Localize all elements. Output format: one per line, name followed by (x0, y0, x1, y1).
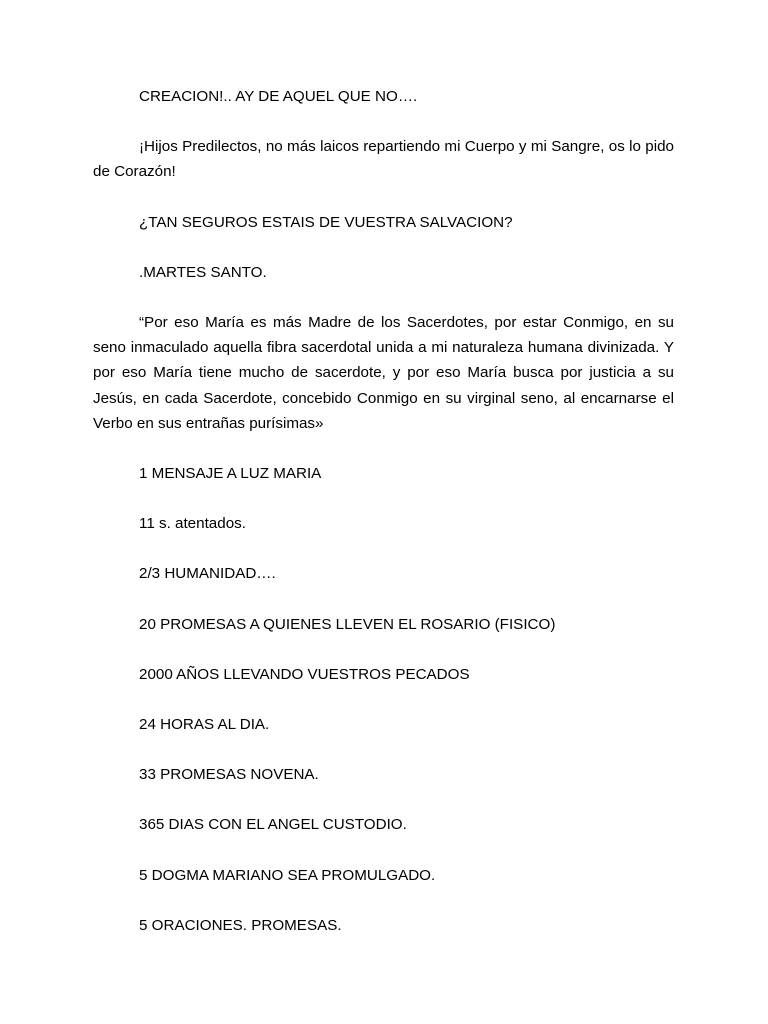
paragraph-heading-salvacion: ¿TAN SEGUROS ESTAIS DE VUESTRA SALVACION? (139, 213, 513, 231)
list-item: 2/3 HUMANIDAD…. (139, 565, 276, 583)
list-item: 365 DIAS CON EL ANGEL CUSTODIO. (139, 816, 407, 834)
paragraph-hijos-predilectos: ¡Hijos Predilectos, no más laicos repartiendo mi Cuerpo y mi Sangre, os lo pido de Corazón! (93, 138, 674, 181)
list-item: 2000 AÑOS LLEVANDO VUESTROS PECADOS (139, 665, 470, 683)
paragraph-martes-santo: .MARTES SANTO. (139, 263, 267, 281)
list-item: 20 PROMESAS A QUIENES LLEVEN EL ROSARIO (FISICO) (139, 615, 556, 633)
list-item: 5 ORACIONES. PROMESAS. (139, 916, 342, 934)
list-item: 33 PROMESAS NOVENA. (139, 766, 319, 784)
paragraph-heading-creacion: CREACION!.. AY DE AQUEL QUE NO…. (139, 88, 418, 105)
list-item: 11 s. atentados. (139, 515, 246, 533)
list-item: 1 MENSAJE A LUZ MARIA (139, 465, 322, 483)
list-item: 24 HORAS AL DIA. (139, 716, 270, 734)
list-item: 5 DOGMA MARIANO SEA PROMULGADO. (139, 866, 436, 884)
paragraph-quote-maria: “Por eso María es más Madre de los Sacerdotes, por estar Conmigo, en su seno inmaculado aquella fibra sacerdotal unida a mi naturaleza humana divinizada. Y por eso María tiene mucho de sacerdote, y por eso María busca por justicia a su Jesús, en cada Sacerdote, concebido Conmigo en su virginal seno, al encarnarse el Verbo en sus entrañas purísimas» (93, 314, 674, 432)
